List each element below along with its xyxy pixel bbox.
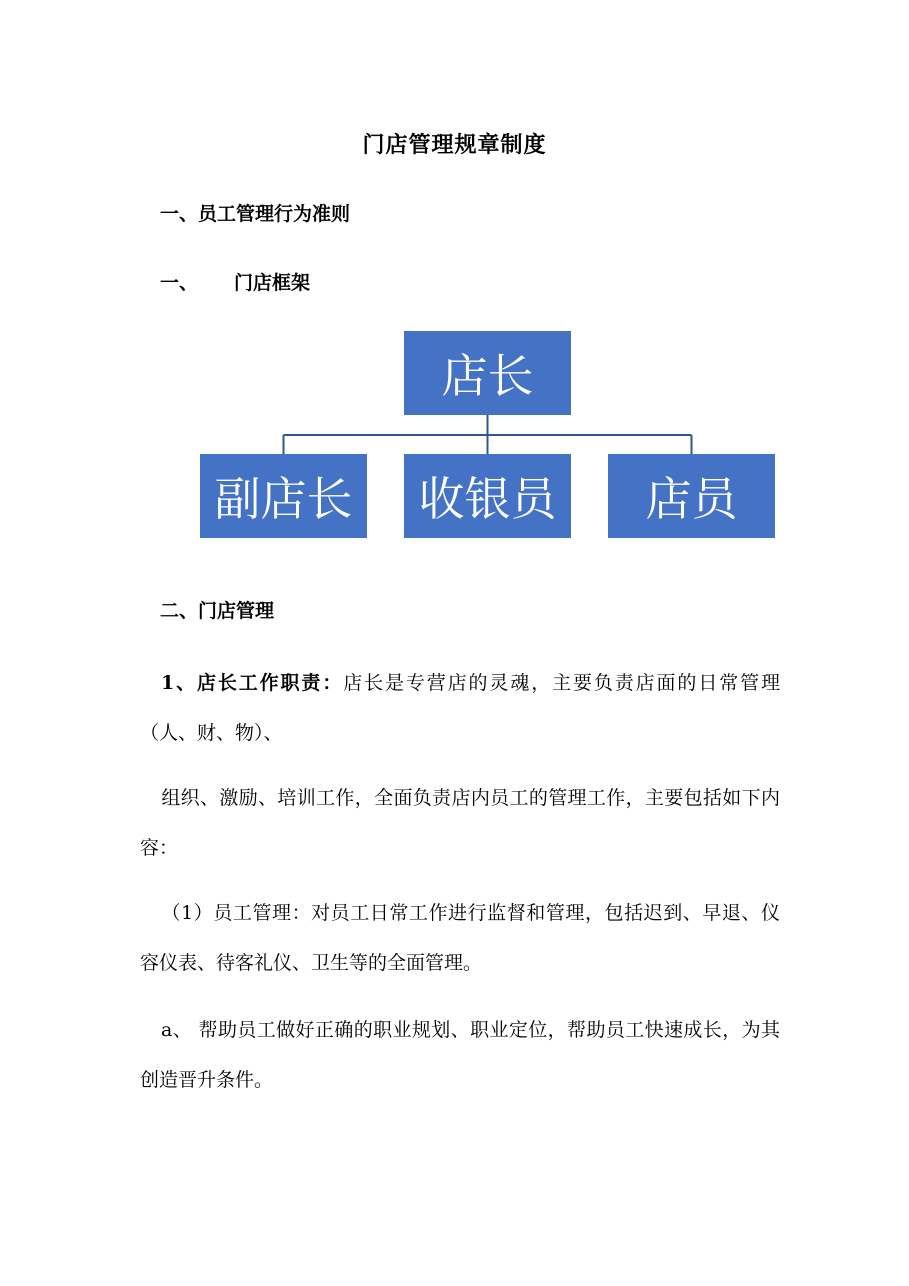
paragraph-text: （1）员工管理：对员工日常工作进行监督和管理，包括迟到、早退、仪容仪表、待客礼仪、卫生等的全面管理。 bbox=[140, 902, 780, 974]
paragraph-organization bbox=[140, 773, 780, 873]
section-heading-employee-rules: 一、员工管理行为准则 bbox=[160, 203, 351, 225]
section-title: 门店框架 bbox=[234, 272, 311, 294]
section-number: 一、 bbox=[160, 272, 199, 294]
org-box-clerk: 店员 bbox=[608, 454, 775, 538]
org-box-store-manager: 店长 bbox=[404, 331, 571, 415]
org-box-assistant-manager: 副店长 bbox=[200, 454, 367, 538]
section-heading-store-structure bbox=[160, 269, 310, 297]
paragraph-manager-duties bbox=[140, 658, 780, 758]
paragraph-text: 组织、激励、培训工作，全面负责店内员工的管理工作，主要包括如下内容： bbox=[140, 787, 780, 859]
paragraph-lead: 1、店长工作职责： bbox=[161, 672, 344, 694]
section-heading-store-management: 二、门店管理 bbox=[160, 600, 275, 622]
document-title: 门店管理规章制度 bbox=[362, 132, 547, 158]
paragraph-career-planning bbox=[140, 1005, 780, 1105]
org-box-cashier: 收银员 bbox=[404, 454, 571, 538]
paragraph-text: a、 帮助员工做好正确的职业规划、职业定位，帮助员工快速成长，为其创造晋升条件。 bbox=[140, 1019, 780, 1091]
paragraph-text: 店长是专营店的灵魂，主要负责店面的日常管理（人、财、物）、 bbox=[140, 672, 780, 744]
paragraph-employee-management bbox=[140, 888, 780, 988]
